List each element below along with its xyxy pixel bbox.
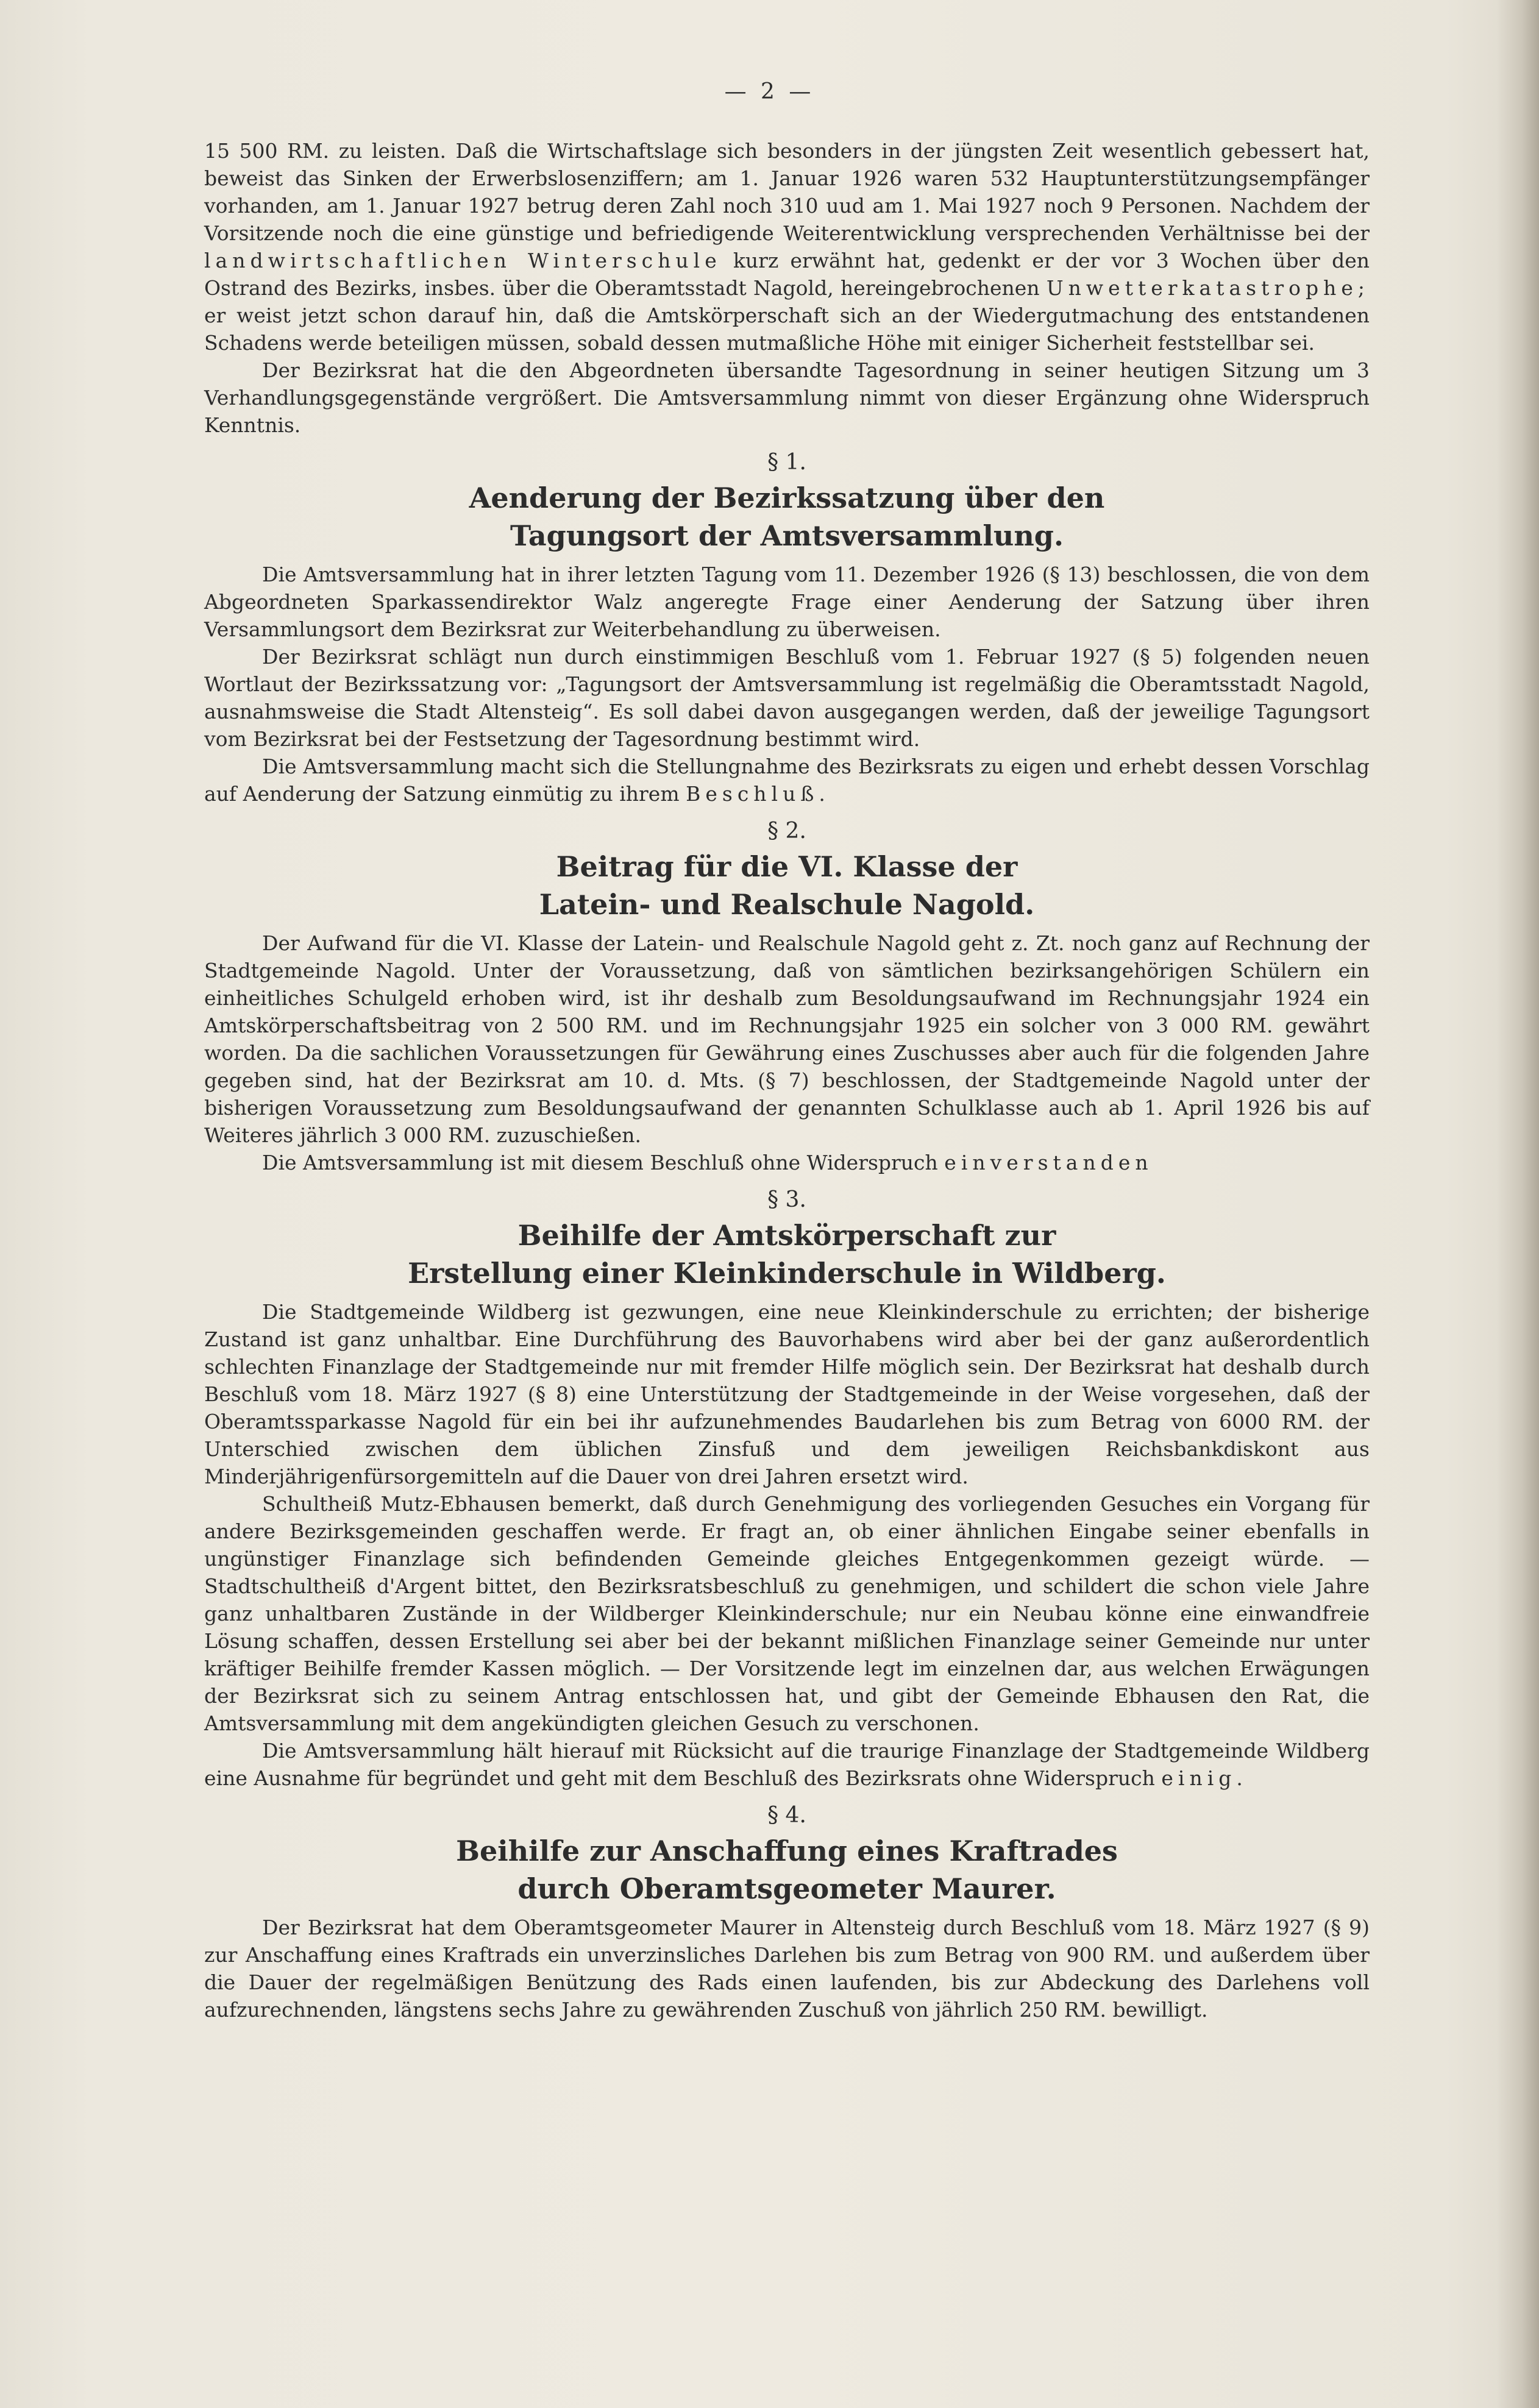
section-3-title: Beihilfe der Amtskörperschaft zur Erstellung einer Kleinkinderschule in Wildberg. <box>408 1219 1166 1290</box>
intro-paragraph-1: 15 500 RM. zu leisten. Daß die Wirtschaftslage sich besonders in der jüngsten Zeit wesentlich gebessert hat, beweist das Sinken der Erwerbslosenziffern; am 1. Januar 1926 waren 532 Hauptunterstützungsempfänger vorhanden, am 1. Januar 1927 betrug deren Zahl noch 310 uud am 1. Mai 1927 noch 9 Personen. Nachdem der Vorsitzende noch die eine günstige und befriedigende Weiterentwicklung versprechenden Verhältnisse bei der landwirtschaftlichen Winterschule kurz erwähnt hat, gedenkt er der vor 3 Wochen über den Ostrand des Bezirks, insbes. über die Oberamtsstadt Nagold, hereingebrochenen Unwetterkatastrophe; er weist jetzt schon darauf hin, daß die Amtskörperschaft sich an der Wiedergutmachung des entstandenen Schadens werde beteiligen müssen, sobald dessen mutmaßliche Höhe mit einiger Sicherheit feststellbar sei. <box>204 139 1370 355</box>
section-3-paragraph-1: Die Stadtgemeinde Wildberg ist gezwungen, eine neue Kleinkinderschule zu errichten; der bisherige Zustand ist ganz unhaltbar. Eine Durchführung des Bauvorhabens wird aber bei der ganz außerordentlich schlechten Finanzlage der Stadtgemeinde nur mit fremder Hilfe möglich sein. Der Bezirksrat hat deshalb durch Beschluß vom 18. März 1927 (§ 8) eine Unterstützung der Stadtgemeinde in der Weise vorgesehen, daß der Oberamtssparkasse Nagold für ein bei ihr aufzunehmendes Baudarlehen bis zum Betrag von 6000 RM. der Unterschied zwischen dem üblichen Zinsfuß und dem jeweiligen Reichsbankdiskont aus Minderjährigenfürsorgemitteln auf die Dauer von drei Jahren ersetzt wird. <box>204 1300 1370 1488</box>
section-4-paragraph-1: Der Bezirksrat hat dem Oberamtsgeometer Maurer in Altensteig durch Beschluß vom 18. März 1927 (§ 9) zur Anschaffung eines Kraftrads ein unverzinsliches Darlehen bis zum Betrag von 900 RM. und außerdem über die Dauer der regelmäßigen Benützung des Rads einen laufenden, bis zur Abdeckung des Darlehens voll aufzurechnenden, längstens sechs Jahre zu gewährenden Zuschuß von jährlich 250 RM. bewilligt. <box>204 1916 1370 2022</box>
section-3-mark: § 3. <box>767 1187 806 1212</box>
section-1-paragraph-1: Die Amtsversammlung hat in ihrer letzten Tagung vom 11. Dezember 1926 (§ 13) beschlossen, die von dem Abgeordneten Sparkassendirektor Walz angeregte Frage einer Aenderung der Satzung über ihren Versammlungsort dem Bezirksrat zur Weiterbehandlung zu überweisen. <box>204 563 1370 641</box>
section-2-mark: § 2. <box>767 819 806 844</box>
section-3-paragraph-2: Schultheiß Mutz-Ebhausen bemerkt, daß durch Genehmigung des vorliegenden Gesuches ein Vorgang für andere Bezirksgemeinden geschaffen werde. Er fragt an, ob einer ähnlichen Eingabe seiner ebenfalls in ungünstiger Finanzlage sich befindenden Gemeinde gleiches Entgegenkommen gezeigt würde. — Stadtschultheiß d'Argent bittet, den Bezirksratsbeschluß zu genehmigen, und schildert die schon viele Jahre ganz unhaltbaren Zustände in der Wildberger Kleinkinderschule; nur ein Neubau könne eine einwandfreie Lösung schaffen, dessen Erstellung sei aber bei der bekannt mißlichen Finanzlage seiner Gemeinde nur unter kräftiger Beihilfe fremder Kassen möglich. — Der Vorsitzende legt im einzelnen dar, aus welchen Erwägungen der Bezirksrat sich zu seinem Antrag entschlossen hat, und gibt der Gemeinde Ebhausen den Rat, die Amtsversammlung mit dem angekündigten gleichen Gesuch zu verschonen. <box>204 1492 1370 1735</box>
section-1-paragraph-3: Die Amtsversammlung macht sich die Stellungnahme des Bezirksrats zu eigen und erhebt dessen Vorschlag auf Aenderung der Satzung einmütig zu ihrem Beschluß. <box>204 755 1370 806</box>
section-4-title: Beihilfe zur Anschaffung eines Kraftrades durch Oberamtsgeometer Maurer. <box>456 1834 1118 1905</box>
section-2-paragraph-2: Die Amtsversammlung ist mit diesem Beschluß ohne Widerspruch einverstanden <box>262 1151 1153 1174</box>
spaced-emphasis: einverstanden <box>944 1151 1153 1174</box>
spaced-emphasis: Unwetterkatastrophe; <box>1046 276 1370 300</box>
page-edge-shadow <box>1496 0 1539 2408</box>
intro-paragraph-2: Der Bezirksrat hat die den Abgeordneten übersandte Tagesordnung in seiner heutigen Sitzung um 3 Verhandlungsgegenstände vergrößert. Die Amtsversammlung nimmt von dieser Ergänzung ohne Widerspruch Kenntnis. <box>204 358 1370 437</box>
spaced-emphasis: landwirtschaftlichen Winterschule <box>204 249 722 272</box>
section-1-paragraph-2: Der Bezirksrat schlägt nun durch einstimmigen Beschluß vom 1. Februar 1927 (§ 5) folgenden neuen Wortlaut der Bezirkssatzung vor: „Tagungsort der Amtsversammlung ist regelmäßig die Oberamtsstadt Nagold, ausnahmsweise die Stadt Altensteig“. Es soll dabei davon ausgegangen werden, daß der jeweilige Tagungsort vom Bezirksrat bei der Festsetzung der Tagesordnung bestimmt wird. <box>204 645 1370 751</box>
section-2-paragraph-1: Der Aufwand für die VI. Klasse der Latein- und Realschule Nagold geht z. Zt. noch ganz auf Rechnung der Stadtgemeinde Nagold. Unter der Voraussetzung, daß von sämtlichen bezirksangehörigen Schülern ein einheitliches Schulgeld erhoben wird, ist ihr deshalb zum Besoldungsaufwand im Rechnungsjahr 1924 ein Amtskörperschaftsbeitrag von 2 500 RM. und im Rechnungsjahr 1925 ein solcher von 3 000 RM. gewährt worden. Da die sachlichen Voraussetzungen für Gewährung eines Zuschusses aber auch für die folgenden Jahre gegeben sind, hat der Bezirksrat am 10. d. Mts. (§ 7) beschlossen, der Stadtgemeinde Nagold unter der bisherigen Voraussetzung zum Besoldungsaufwand der genannten Schulklasse auch ab 1. April 1926 bis auf Weiteres jährlich 3 000 RM. zuzuschießen. <box>204 931 1370 1147</box>
section-3-paragraph-3: Die Amtsversammlung hält hierauf mit Rücksicht auf die traurige Finanzlage der Stadtgemeinde Wildberg eine Ausnahme für begründet und geht mit dem Beschluß des Bezirksrats ohne Widerspruch einig. <box>204 1739 1370 1790</box>
spaced-emphasis: Beschluß. <box>686 782 830 806</box>
section-1-mark: § 1. <box>767 450 806 475</box>
section-2-title: Beitrag für die VI. Klasse der Latein- und Realschule Nagold. <box>539 850 1035 921</box>
section-1-title: Aenderung der Bezirkssatzung über den Tagungsort der Amtsversammlung. <box>469 481 1105 552</box>
section-4-mark: § 4. <box>767 1803 806 1828</box>
document-body <box>204 137 1370 2023</box>
spaced-emphasis: einig. <box>1161 1766 1248 1790</box>
page-number: — 2 — <box>724 79 815 104</box>
